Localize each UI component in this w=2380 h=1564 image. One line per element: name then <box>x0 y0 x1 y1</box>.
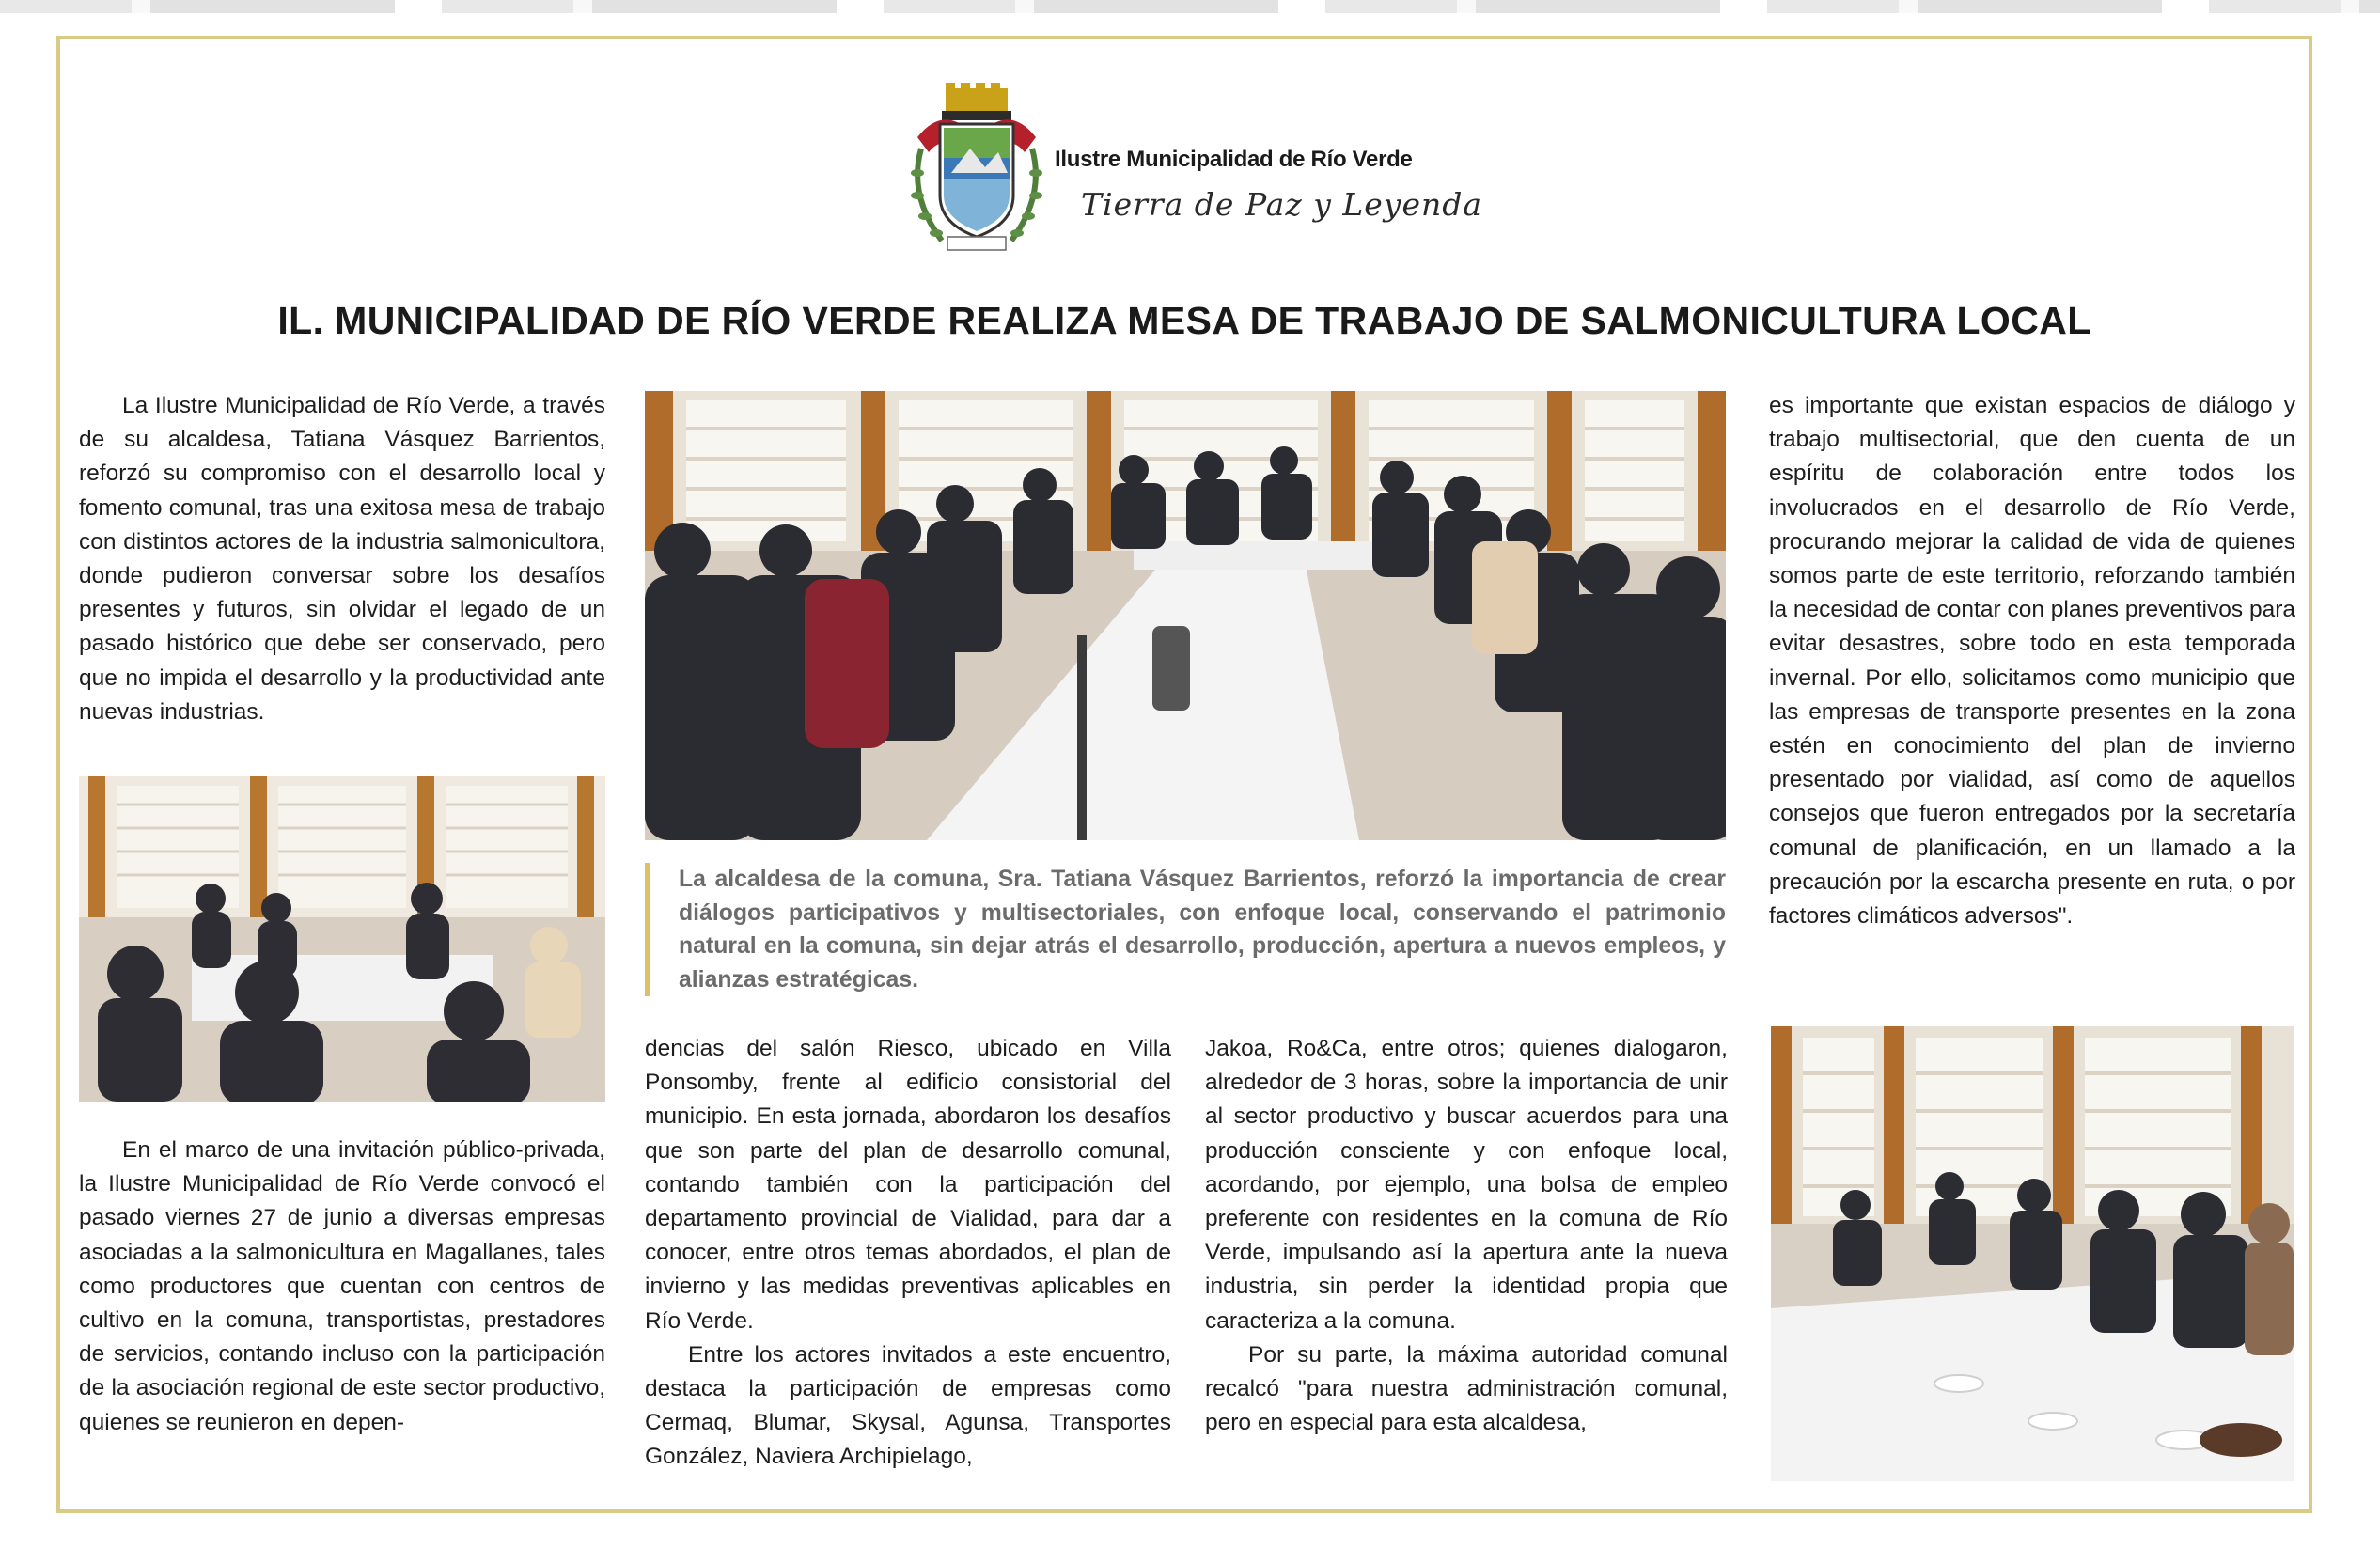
article-column-1-bottom <box>79 1134 605 1440</box>
article-column-3 <box>1205 1032 1728 1440</box>
meeting-photo-main <box>645 391 1726 840</box>
municipal-coat-of-arms <box>904 83 1049 254</box>
paragraph: Jakoa, Ro&Ca, entre otros; quienes dialogaron, alrededor de 3 horas, sobre la importancia de unir al sector productivo y buscar acuerdos para una producción consciente y con enfoque local, acordando, por ejemplo, una bolsa de empleo preferente con residentes en la comuna de Río Verde, impulsando así la apertura ante la nueva industria, sin perder la identidad propia que caracteriza a la comuna. <box>1205 1036 1728 1334</box>
paragraph: Por su parte, la máxima autoridad comunal recalcó "para nuestra administración comunal, pero en especial para esta alcaldesa, <box>1205 1341 1728 1436</box>
caption-text: La alcaldesa de la comuna, Sra. Tatiana Vásquez Barrientos, reforzó la importancia de crear diálogos participativos y multisectoriales, con enfoque local, conservando el patrimonio natural en la comuna, sin dejar atrás el desarrollo, producción, apertura a nuevos empleos, y alianzas estratégicas. <box>679 867 1726 993</box>
page-top-strip <box>0 0 2380 13</box>
article-column-2 <box>645 1032 1171 1475</box>
paragraph: Entre los actores invitados a este encuentro, destaca la participación de empresas como Cermaq, Blumar, Skysal, Agunsa, Transportes González, Naviera Archipielago, <box>645 1341 1171 1470</box>
paragraph: dencias del salón Riesco, ubicado en Villa Ponsomby, frente al edificio consistorial del municipio. En esta jornada, abordaron los desafíos que son parte del plan de desarrollo comunal, contando también con la participación del departamento provincial de Vialidad, para dar a conocer, entre otros temas abordados, el plan de invierno y las medidas preventivas aplicables en Río Verde. <box>645 1036 1171 1334</box>
photo-caption <box>645 863 1726 996</box>
meeting-photo-right <box>1771 1026 2294 1481</box>
meeting-photo-left <box>79 776 605 1102</box>
paragraph: En el marco de una invitación público-privada, la Ilustre Municipalidad de Río Verde convocó el pasado viernes 27 de junio a diversas empresas asociadas a la salmonicultura en Magallanes, tales como productores que cuentan con centros de cultivo en la comuna, transportistas, prestadores de servicios, contando incluso con la participación de la asociación regional de este sector productivo, quienes se reunieron en depen- <box>79 1137 605 1435</box>
municipality-name: Ilustre Municipalidad de Río Verde <box>1055 147 1413 172</box>
paragraph: es importante que existan espacios de diálogo y trabajo multisectorial, que den cuenta de un espíritu de colaboración entre todos los involucrados en el desarrollo de Río Verde, procurando mejorar la calidad de vida de quienes somos parte de este territorio, reforzando también la necesidad de contar con planes preventivos para evitar desastres, sobre todo en esta temporada invernal. Por ello, solicitamos como municipio que las empresas de transporte presentes en la zona estén en conocimiento del plan de invierno presentado por vialidad, así como de aquellos consejos que fueron entregados por la secretaría comunal de planificación, en un llamado a la precaución por la escarcha presente en ruta, o por factores climáticos adversos". <box>1769 393 2295 930</box>
article-title: IL. MUNICIPALIDAD DE RÍO VERDE REALIZA MESA DE TRABAJO DE SALMONICULTURA LOCAL <box>277 299 2091 342</box>
municipality-motto: Tierra de Paz y Leyenda <box>1081 186 1483 223</box>
paragraph: La Ilustre Municipalidad de Río Verde, a través de su alcaldesa, Tatiana Vásquez Barrientos, reforzó su compromiso con el desarrollo local y fomento comunal, tras una exitosa mesa de trabajo con distintos actores de la industria salmonicultora, donde pudieron conversar sobre los desafíos presentes y futuros, sin olvidar el legado de un pasado histórico que debe ser conservado, pero que no impida el desarrollo y la productividad ante nuevas industrias. <box>79 393 605 725</box>
article-column-4 <box>1769 389 2295 933</box>
article-column-1-top <box>79 389 605 729</box>
